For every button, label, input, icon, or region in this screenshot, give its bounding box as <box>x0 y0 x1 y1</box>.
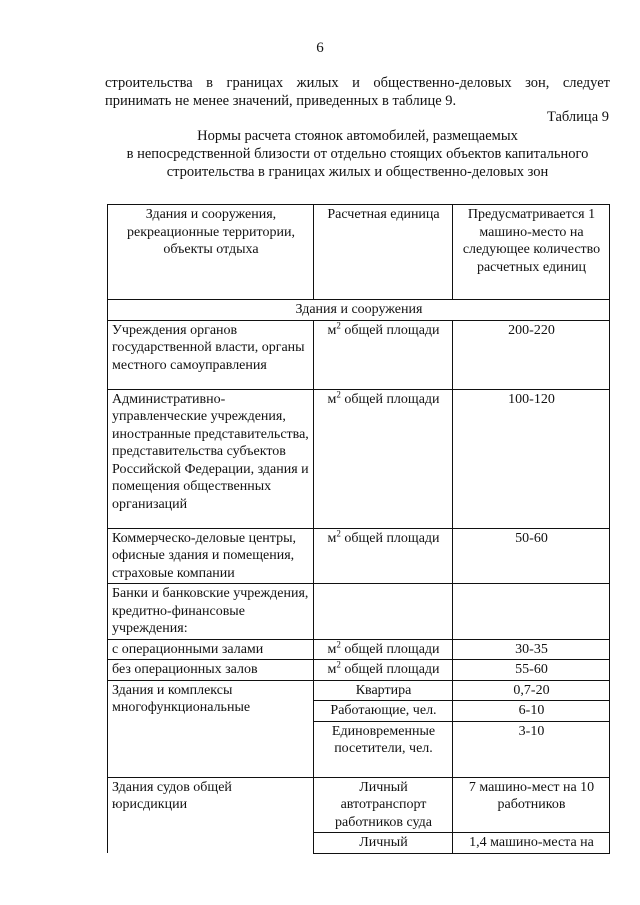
unit-tail: общей площади <box>340 662 440 677</box>
table-row <box>108 320 610 389</box>
row-name: Учреждения органов государственной власти, органы местного самоуправления <box>108 320 314 389</box>
row-name: Здания судов общей юрисдикции <box>108 777 314 853</box>
row-unit: Работающие, чел. <box>314 701 453 722</box>
unit-superscript: 2 <box>336 639 341 649</box>
unit-base: м <box>327 662 337 677</box>
unit-tail: общей площади <box>340 391 440 407</box>
unit-superscript: 2 <box>336 659 341 670</box>
row-unit <box>314 389 453 528</box>
row-name: Здания и комплексы многофункциональные <box>108 680 314 777</box>
row-name: с операционными залами <box>108 639 314 660</box>
unit-tail: общей площади <box>340 530 440 546</box>
row-unit: Квартира <box>314 680 453 701</box>
caption-line-3: строительства в границах жилых и общественно-деловых зон <box>166 164 549 180</box>
row-value: 3-10 <box>453 721 610 777</box>
unit-base: м <box>327 322 337 338</box>
unit-tail: общей площади <box>340 322 440 338</box>
row-unit: Единовременные посетители, чел. <box>314 721 453 777</box>
table-row <box>108 528 610 584</box>
row-value: 6-10 <box>453 701 610 722</box>
table-header-row <box>108 205 610 300</box>
parking-norms-table <box>107 204 610 854</box>
row-unit <box>314 528 453 584</box>
header-buildings: Здания и сооружения, рекреационные территории, объекты отдыха <box>108 205 314 300</box>
row-value: 200-220 <box>453 320 610 389</box>
row-unit <box>314 660 453 681</box>
row-value: 7 машино-мест на 10 работников <box>453 777 610 833</box>
row-name: Административно-управленческие учреждения, иностранные представительства, представительства субъектов Российской Федерации, здания и помещения общественных организаций <box>108 389 314 528</box>
unit-superscript: 2 <box>336 528 341 538</box>
row-name: Банки и банковские учреждения, кредитно-финансовые учреждения: <box>108 584 314 640</box>
section-title: Здания и сооружения <box>108 300 610 321</box>
section-row <box>108 300 610 321</box>
caption-line-1: Нормы расчета стоянок автомобилей, размещаемых <box>197 128 518 144</box>
row-unit <box>314 639 453 660</box>
header-unit: Расчетная единица <box>314 205 453 300</box>
unit-superscript: 2 <box>336 320 341 330</box>
unit-base: м <box>327 391 337 407</box>
row-value: 0,7-20 <box>453 680 610 701</box>
row-name: Коммерческо-деловые центры, офисные здания и помещения, страховые компании <box>108 528 314 584</box>
table-row <box>108 777 610 833</box>
row-unit <box>314 584 453 640</box>
header-quantity: Предусматривается 1 машино-место на следующее количество расчетных единиц <box>453 205 610 300</box>
table-row <box>108 660 610 681</box>
row-value: 50-60 <box>453 528 610 584</box>
row-name: без операционных залов <box>108 660 314 681</box>
table-label: Таблица 9 <box>546 109 609 125</box>
unit-tail: общей площади <box>340 641 440 657</box>
row-unit: Личный <box>314 833 453 854</box>
unit-superscript: 2 <box>336 389 341 399</box>
row-value: 30-35 <box>453 639 610 660</box>
table-row <box>108 584 610 640</box>
row-unit: Личный автотранспорт работников суда <box>314 777 453 833</box>
unit-base: м <box>327 641 337 657</box>
page-number: 6 <box>316 40 324 56</box>
table-row <box>108 639 610 660</box>
table-row <box>108 680 610 701</box>
table-row <box>108 389 610 528</box>
intro-paragraph: строительства в границах жилых и общественно-деловых зон, следует принимать не менее значений, приведенных в таблице 9. <box>105 75 610 109</box>
row-unit <box>314 320 453 389</box>
table-caption <box>95 127 620 181</box>
row-value: 1,4 машино-места на <box>453 833 610 854</box>
caption-line-2: в непосредственной близости от отдельно стоящих объектов капитального <box>126 146 589 162</box>
row-value <box>453 584 610 640</box>
row-value: 100-120 <box>453 389 610 528</box>
row-value: 55-60 <box>453 660 610 681</box>
unit-base: м <box>327 530 337 546</box>
